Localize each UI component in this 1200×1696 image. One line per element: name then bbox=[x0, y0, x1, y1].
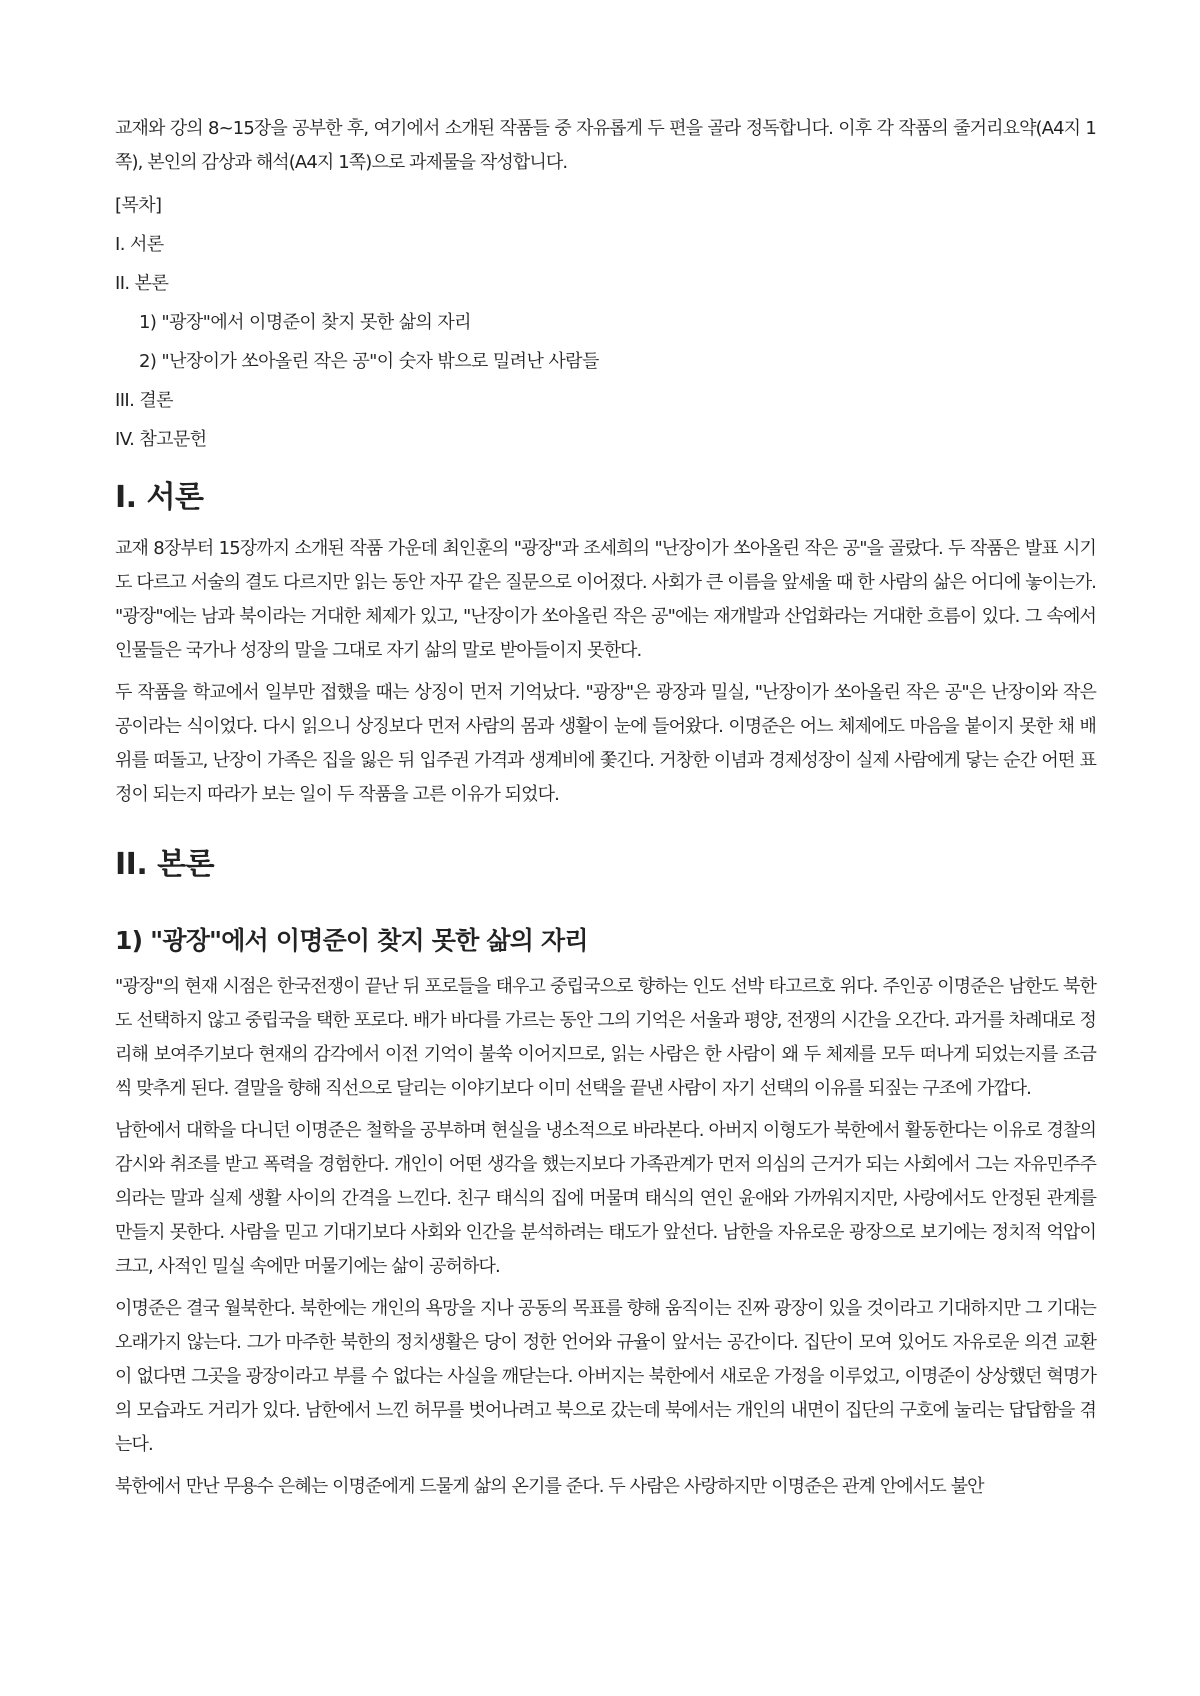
paragraph: 이명준은 결국 월북한다. 북한에는 개인의 욕망을 지나 공동의 목표를 향해 움직이는 진짜 광장이 있을 것이라고 기대하지만 그 기대는 오래가지 않는다. 그가 마주한 북한의 정치생활은 당이 정한 언어와 규율이 앞서는 공간이다. 집단이 모여 있어도 자유로운 의견 교환이 없다면 그곳을 광장이라고 부를 수 없다는 사실을 깨닫는다. 아버지는 북한에서 새로운 가정을 이루었고, 이명준이 상상했던 혁명가의 모습과도 거리가 있다. 남한에서 느낀 허무를 벗어나려고 북으로 갔는데 북에서는 개인의 내면이 집단의 구호에 눌리는 답답함을 겪는다. bbox=[115, 1298, 1096, 1455]
toc-item-body-sub-2: 2) "난장이가 쏘아올린 작은 공"이 숫자 밖으로 밀려난 사람들 bbox=[139, 351, 599, 372]
toc-heading: [목차] bbox=[115, 195, 162, 216]
section-heading-introduction: I. 서론 bbox=[115, 480, 204, 515]
assignment-instructions: 교재와 강의 8~15장을 공부한 후, 여기에서 소개된 작품들 중 자유롭게 두 편을 골라 정독합니다. 이후 각 작품의 줄거리요약(A4지 1쪽), 본인의 감상과 해석(A4지 1쪽)으로 과제물을 작성합니다. bbox=[115, 118, 1096, 173]
toc-item-conclusion: III. 결론 bbox=[115, 390, 173, 411]
toc-item-references: IV. 참고문헌 bbox=[115, 429, 207, 450]
toc-item-body-sub-1: 1) "광장"에서 이명준이 찾지 못한 삶의 자리 bbox=[139, 312, 471, 333]
paragraph: "광장"의 현재 시점은 한국전쟁이 끝난 뒤 포로들을 태우고 중립국으로 향하는 인도 선박 타고르호 위다. 주인공 이명준은 남한도 북한도 선택하지 않고 중립국을 택한 포로다. 배가 바다를 가르는 동안 그의 기억은 서울과 평양, 전쟁의 시간을 오간다. 과거를 차례대로 정리해 보여주기보다 현재의 감각에서 이전 기억이 불쑥 이어지므로, 읽는 사람은 한 사람이 왜 두 체제를 모두 떠나게 되었는지를 조금씩 맞추게 된다. 결말을 향해 직선으로 달리는 이야기보다 이미 선택을 끝낸 사람이 자기 선택의 이유를 되짚는 구조에 가깝다. bbox=[115, 976, 1096, 1099]
table-of-contents bbox=[115, 189, 1096, 457]
paragraph: 두 작품을 학교에서 일부만 접했을 때는 상징이 먼저 기억났다. "광장"은 광장과 밀실, "난장이가 쏘아올린 작은 공"은 난장이와 작은 공이라는 식이었다. 다시 읽으니 상징보다 먼저 사람의 몸과 생활이 눈에 들어왔다. 이명준은 어느 체제에도 마음을 붙이지 못한 채 배 위를 떠돌고, 난장이 가족은 집을 잃은 뒤 입주권 가격과 생계비에 쫓긴다. 거창한 이념과 경제성장이 실제 사람에게 닿는 순간 어떤 표정이 되는지 따라가 보는 일이 두 작품을 고른 이유가 되었다. bbox=[115, 682, 1096, 805]
paragraph: 남한에서 대학을 다니던 이명준은 철학을 공부하며 현실을 냉소적으로 바라본다. 아버지 이형도가 북한에서 활동한다는 이유로 경찰의 감시와 취조를 받고 폭력을 경험한다. 개인이 어떤 생각을 했는지보다 가족관계가 먼저 의심의 근거가 되는 사회에서 그는 자유민주주의라는 말과 실제 생활 사이의 간격을 느낀다. 친구 태식의 집에 머물며 태식의 연인 윤애와 가까워지지만, 사랑에서도 안정된 관계를 만들지 못한다. 사람을 믿고 기대기보다 사회와 인간을 분석하려는 태도가 앞선다. 남한을 자유로운 광장으로 보기에는 정치적 억압이 크고, 사적인 밀실 속에만 머물기에는 삶이 공허하다. bbox=[115, 1120, 1096, 1277]
section-heading-body: II. 본론 bbox=[115, 847, 215, 882]
toc-item-body: II. 본론 bbox=[115, 273, 169, 294]
paragraph: 교재 8장부터 15장까지 소개된 작품 가운데 최인훈의 "광장"과 조세희의 "난장이가 쏘아올린 작은 공"을 골랐다. 두 작품은 발표 시기도 다르고 서술의 결도 다르지만 읽는 동안 자꾸 같은 질문으로 이어졌다. 사회가 큰 이름을 앞세울 때 한 사람의 삶은 어디에 놓이는가. "광장"에는 남과 북이라는 거대한 체제가 있고, "난장이가 쏘아올린 작은 공"에는 재개발과 산업화라는 거대한 흐름이 있다. 그 속에서 인물들은 국가나 성장의 말을 그대로 자기 삶의 말로 받아들이지 못한다. bbox=[115, 538, 1096, 661]
toc-item-introduction: I. 서론 bbox=[115, 234, 164, 255]
subsection-heading-square: 1) "광장"에서 이명준이 찾지 못한 삶의 자리 bbox=[115, 926, 588, 955]
paragraph: 북한에서 만난 무용수 은혜는 이명준에게 드물게 삶의 온기를 준다. 두 사람은 사랑하지만 이명준은 관계 안에서도 불안 bbox=[115, 1476, 984, 1497]
